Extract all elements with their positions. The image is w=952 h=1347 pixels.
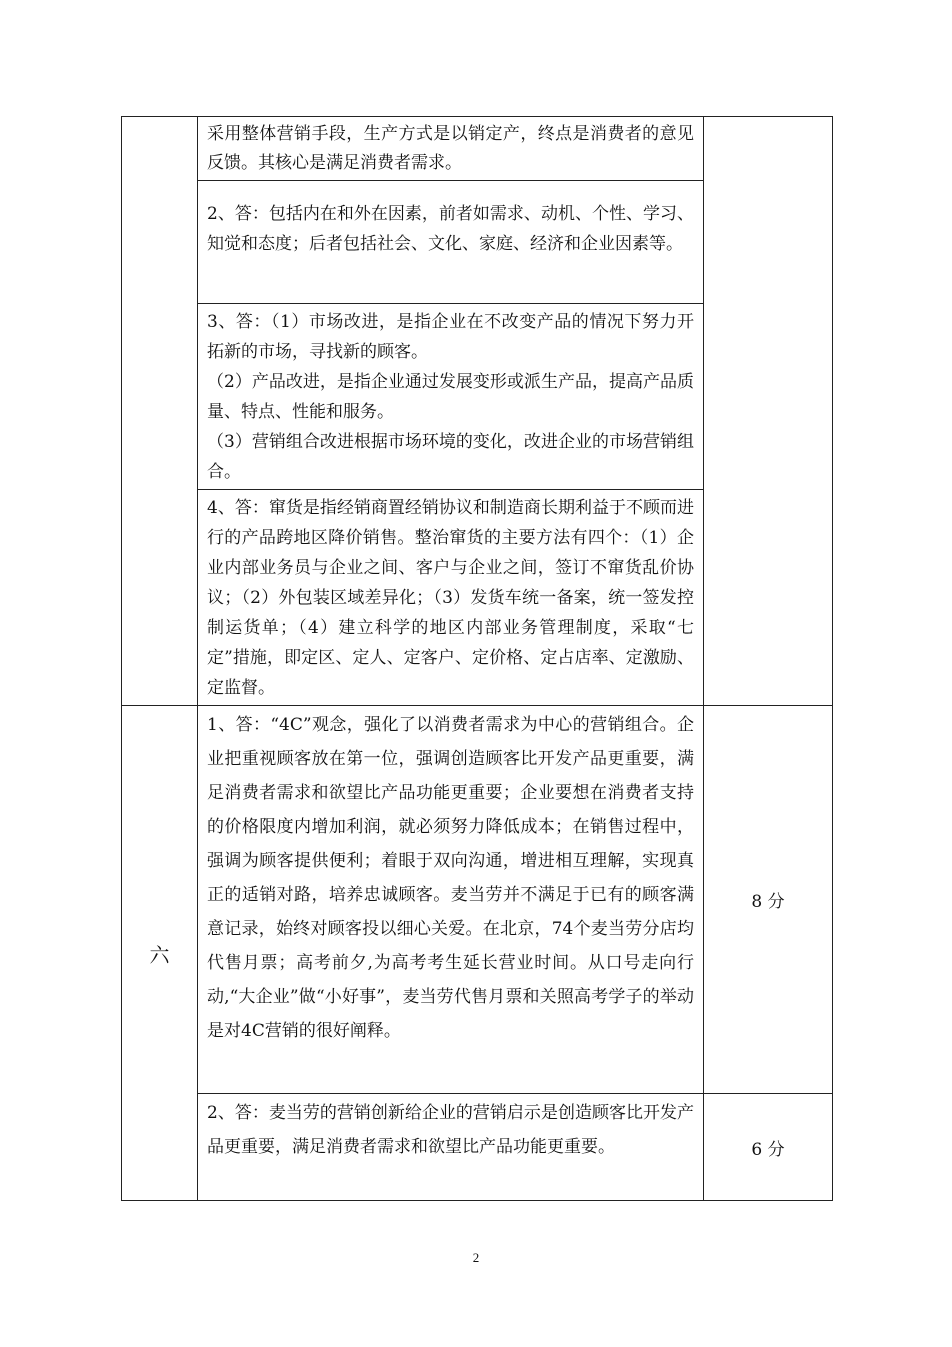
answer-cell: [198, 304, 704, 490]
answer-text: 2、答：包括内在和外在因素，前者如需求、动机、个性、学习、知觉和态度；后者包括社会、文化、家庭、经济和企业因素等。: [207, 204, 694, 254]
answer-cell: [198, 1094, 704, 1201]
answer-table: [121, 116, 833, 1201]
section-cell-continued: [122, 117, 198, 706]
answer-cell: [198, 117, 704, 181]
section-label: 六: [122, 706, 198, 1201]
score-cell: 6 分: [704, 1094, 833, 1201]
answer-cell: [198, 181, 704, 304]
answer-text: 采用整体营销手段，生产方式是以销定产，终点是消费者的意见反馈。其核心是满足消费者需求。: [207, 124, 694, 173]
table-row: [122, 117, 833, 181]
answer-text: 3、答：（1）市场改进，是指企业在不改变产品的情况下努力开拓新的市场，寻找新的顾客。: [207, 312, 694, 362]
score-cell-continued: [704, 117, 833, 706]
answer-text: 2、答：麦当劳的营销创新给企业的营销启示是创造顾客比开发产品更重要，满足消费者需求和欲望比产品功能更重要。: [207, 1103, 694, 1157]
answer-text: 4、答：窜货是指经销商置经销协议和制造商长期利益于不顾而进行的产品跨地区降价销售。整治窜货的主要方法有四个：（1）企业内部业务员与企业之间、客户与企业之间，签订不窜货乱价协议；（2）外包装区域差异化；（3）发货车统一备案，统一签发控制运货单；（4）建立科学的地区内部业务管理制度，采取“七定”措施，即定区、定人、定客户、定价格、定占店率、定激励、定监督。: [207, 498, 694, 698]
table-row: [122, 1094, 833, 1201]
answer-cell: [198, 706, 704, 1094]
page-number: 2: [472, 1250, 480, 1265]
answer-text: （2）产品改进，是指企业通过发展变形或派生产品，提高产品质量、特点、性能和服务。: [207, 372, 694, 422]
answer-text: 1、答：“4C”观念，强化了以消费者需求为中心的营销组合。企业把重视顾客放在第一位，强调创造顾客比开发产品更重要，满足消费者需求和欲望比产品功能更重要；企业要想在消费者支持的价格限度内增加利润，就必须努力降低成本；在销售过程中，强调为顾客提供便利；着眼于双向沟通，增进相互理解，实现真正的适销对路，培养忠诚顾客。麦当劳并不满足于已有的顾客满意记录，始终对顾客投以细心关爱。在北京，74个麦当劳分店均代售月票；高考前夕,为高考考生延长营业时间。从口号走向行动,“大企业”做“小好事”，麦当劳代售月票和关照高考学子的举动是对4C营销的很好阐释。: [207, 715, 694, 1041]
answer-text: （3）营销组合改进根据市场环境的变化，改进企业的市场营销组合。: [207, 432, 694, 482]
table-row: [122, 706, 833, 1094]
answer-cell: [198, 490, 704, 706]
score-cell: 8 分: [704, 706, 833, 1094]
